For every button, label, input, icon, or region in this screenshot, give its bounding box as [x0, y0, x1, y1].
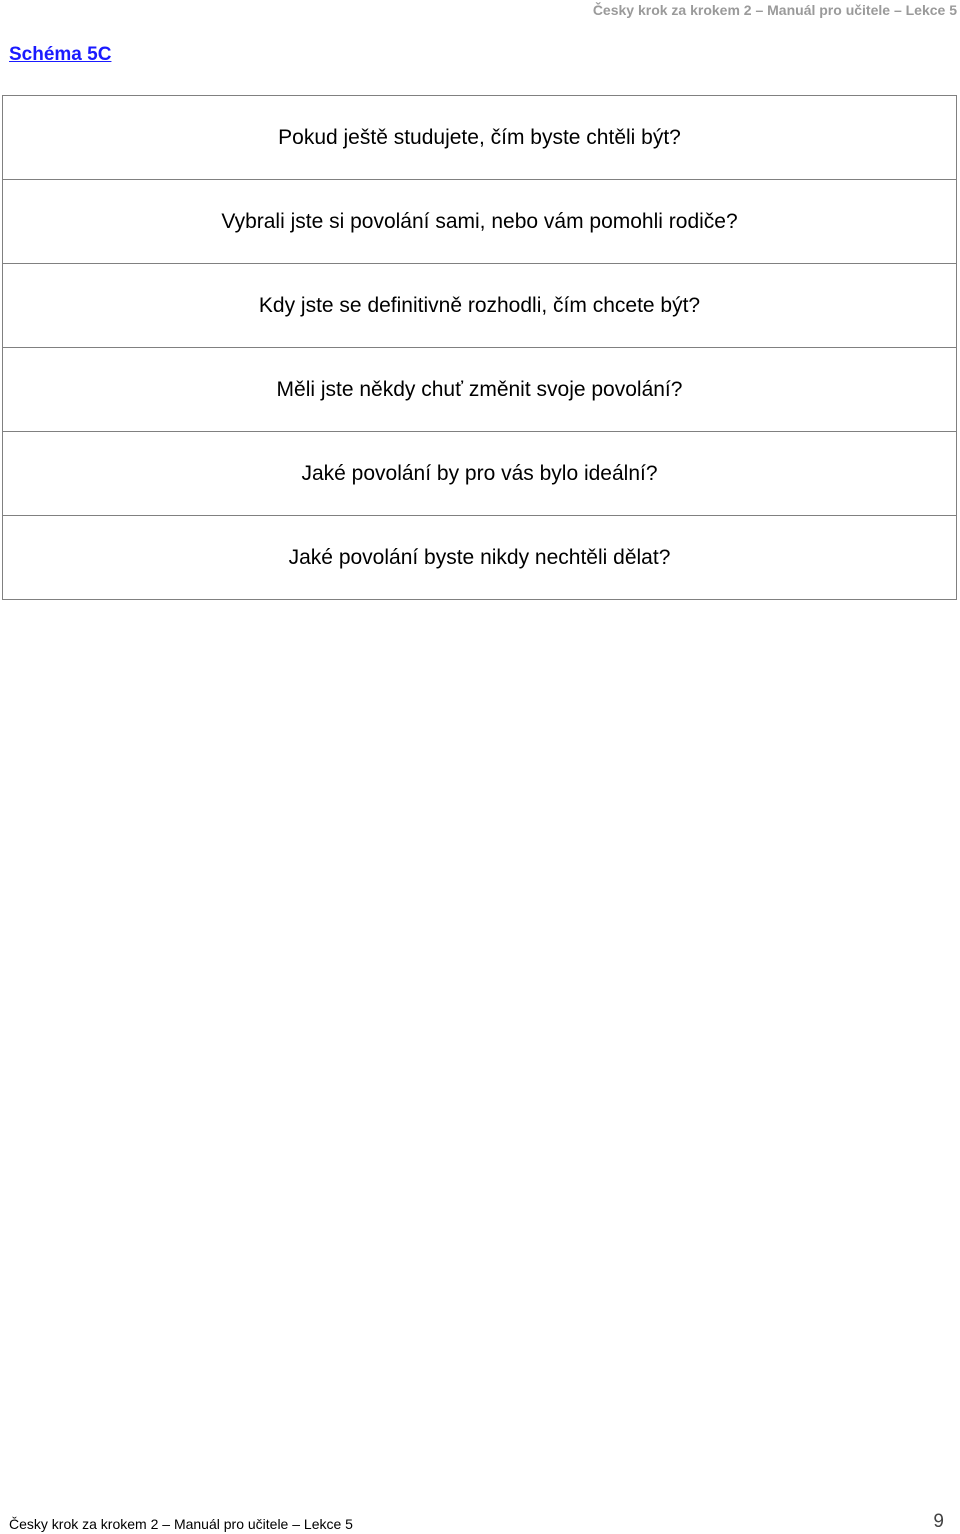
footer-text: Česky krok za krokem 2 – Manuál pro učitele – Lekce 5 — [9, 1516, 353, 1532]
table-row — [3, 516, 957, 600]
page-number: 9 — [933, 1511, 944, 1532]
question-cell: Kdy jste se definitivně rozhodli, čím chcete být? — [3, 264, 957, 348]
table-row — [3, 96, 957, 180]
question-cell: Měli jste někdy chuť změnit svoje povolání? — [3, 348, 957, 432]
table-row — [3, 432, 957, 516]
running-header: Česky krok za krokem 2 – Manuál pro učitele – Lekce 5 — [592, 2, 957, 18]
question-cell: Jaké povolání byste nikdy nechtěli dělat? — [3, 516, 957, 600]
table-row — [3, 180, 957, 264]
table-row — [3, 264, 957, 348]
question-cell: Jaké povolání by pro vás bylo ideální? — [3, 432, 957, 516]
table-row — [3, 348, 957, 432]
question-table — [2, 95, 957, 600]
question-cell: Vybrali jste si povolání sami, nebo vám pomohli rodiče? — [3, 180, 957, 264]
section-title[interactable]: Schéma 5C — [9, 44, 112, 65]
question-cell: Pokud ještě studujete, čím byste chtěli být? — [3, 96, 957, 180]
